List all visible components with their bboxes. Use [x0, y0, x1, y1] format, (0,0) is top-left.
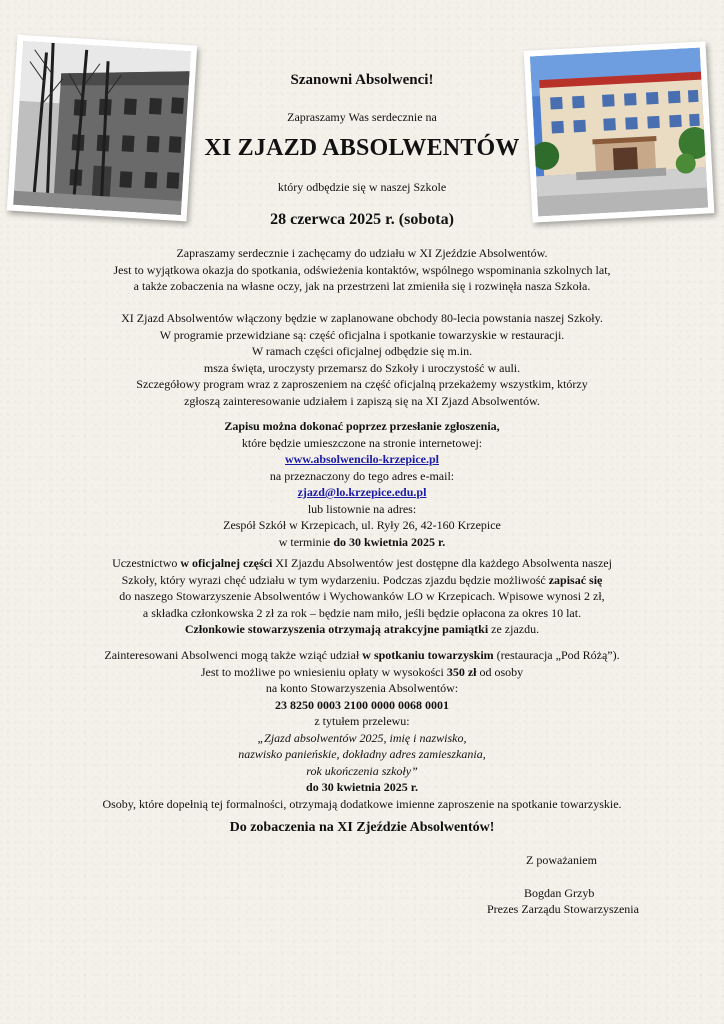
membership-text: Szkoły, który wyrazi chęć udziału w tym wydarzeniu. Podczas zjazdu będzie możliwość [121, 572, 549, 587]
social-line: Osoby, które dopełnią tej formalności, otrzymają dodatkowe imienne zaproszenie na spotkanie towarzyskie. [102, 796, 622, 811]
intro-line: Zapraszamy serdecznie i zachęcamy do udziału w XI Zjeździe Absolwentów. [176, 246, 548, 260]
social-text: Jest to możliwe po wniesieniu opłaty w wysokości [200, 664, 447, 679]
bank-account-number: 23 8250 0003 2100 0000 0068 0001 [275, 697, 449, 712]
registration-line: lub listownie na adres: [307, 501, 417, 516]
membership-text: ze zjazdu. [488, 622, 540, 636]
membership-paragraph [0, 555, 724, 638]
registration-line: na przeznaczony do tego adres e-mail: [269, 468, 455, 483]
invite-text: Zapraszamy Was serdecznie na [287, 110, 437, 124]
transfer-title: rok ukończenia szkoły” [306, 763, 418, 778]
membership-line: a składka członkowska 2 zł za rok – będzie nam miło, jeśli będzie opłacona za okres 10 lat. [142, 605, 582, 620]
intro-line: Jest to wyjątkowa okazja do spotkania, odświeżenia kontaktów, wspólnego wspominania szkolnych lat, [113, 262, 611, 277]
membership-emphasis: Członkowie stowarzyszenia otrzymają atrakcyjne pamiątki [184, 622, 489, 636]
social-paragraph [0, 647, 724, 812]
registration-line: które będzie umieszczone na stronie internetowej: [241, 435, 483, 450]
program-line: Szczegółowy program wraz z zaproszeniem na część oficjalną przekażemy wszystkim, którzy [136, 377, 588, 391]
social-emphasis: w spotkaniu towarzyskim [362, 648, 494, 662]
social-text: (restauracja „Pod Różą”). [493, 648, 620, 662]
program-line: W programie przewidziane są: część oficjalna i spotkanie towarzyskie w restauracji. [159, 327, 565, 342]
program-line: msza święta, uroczysty przemarsz do Szkoły i uroczystość w auli. [203, 360, 521, 375]
membership-text: XI Zjazdu Absolwentów jest dostępne dla każdego Absolwenta naszej [272, 556, 612, 570]
fee-amount: 350 zł [446, 664, 477, 679]
program-line: W ramach części oficjalnej odbędzie się m.in. [251, 344, 473, 358]
greeting: Szanowni Absolwenci! [290, 72, 434, 88]
program-line: zgłoszą zainteresowanie udziałem i zapiszą się na XI Zjazd Absolwentów. [184, 393, 540, 408]
payment-deadline: do 30 kwietnia 2025 r. [306, 780, 418, 794]
membership-emphasis: w oficjalnej części [180, 556, 273, 570]
social-line: z tytułem przelewu: [314, 714, 410, 728]
program-line: XI Zjazd Absolwentów włączony będzie w zaplanowane obchody 80-lecia powstania naszej Szkoły. [121, 311, 603, 325]
social-line: na konto Stowarzyszenia Absolwentów: [265, 681, 459, 695]
social-text: Zainteresowani Absolwenci mogą także wziąć udział [104, 648, 363, 662]
membership-line: do naszego Stowarzyszenie Absolwentów i Wychowanków LO w Krzepicach. Wpisowe wynosi 2 zł, [119, 589, 605, 603]
school-photo [524, 41, 715, 222]
program-paragraph [0, 310, 724, 409]
signature-block [440, 852, 720, 918]
closing-line: Do zobaczenia na XI Zjeździe Absolwentów! [229, 820, 495, 835]
intro-line: a także zobaczenia na własne oczy, jak na przestrzeni lat zmieniła się i rozwinęła nasza Szkoła. [133, 279, 591, 293]
registration-deadline: do 30 kwietnia 2025 r. [333, 534, 446, 549]
registration-paragraph [0, 418, 724, 550]
transfer-title: nazwisko panieńskie, dokładny adres zamieszkania, [238, 747, 486, 761]
signer-role: Prezes Zarządu Stowarzyszenia [487, 902, 639, 916]
registration-heading: Zapisu można dokonać poprzez przesłanie zgłoszenia, [224, 419, 500, 433]
venue-text: który odbędzie się w naszej Szkole [277, 180, 447, 194]
transfer-title: „Zjazd absolwentów 2025, imię i nazwisko, [257, 730, 467, 745]
event-date: 28 czerwca 2025 r. (sobota) [270, 211, 454, 228]
email-link[interactable]: zjazd@lo.krzepice.edu.pl [297, 485, 427, 499]
postal-address: Zespół Szkół w Krzepicach, ul. Ryły 26, 42-160 Krzepice [223, 518, 501, 532]
signer-name: Bogdan Grzyb [524, 885, 595, 900]
social-text: od osoby [476, 664, 524, 679]
website-link[interactable]: www.absolwencilo-krzepice.pl [285, 452, 439, 466]
intro-paragraph [0, 245, 724, 295]
membership-emphasis: zapisać się [548, 572, 603, 587]
event-title: XI ZJAZD ABSOLWENTÓW [204, 135, 520, 161]
regards: Z poważaniem [526, 853, 597, 867]
membership-text: Uczestnictwo [112, 556, 181, 570]
deadline-prefix: w terminie [278, 534, 334, 549]
